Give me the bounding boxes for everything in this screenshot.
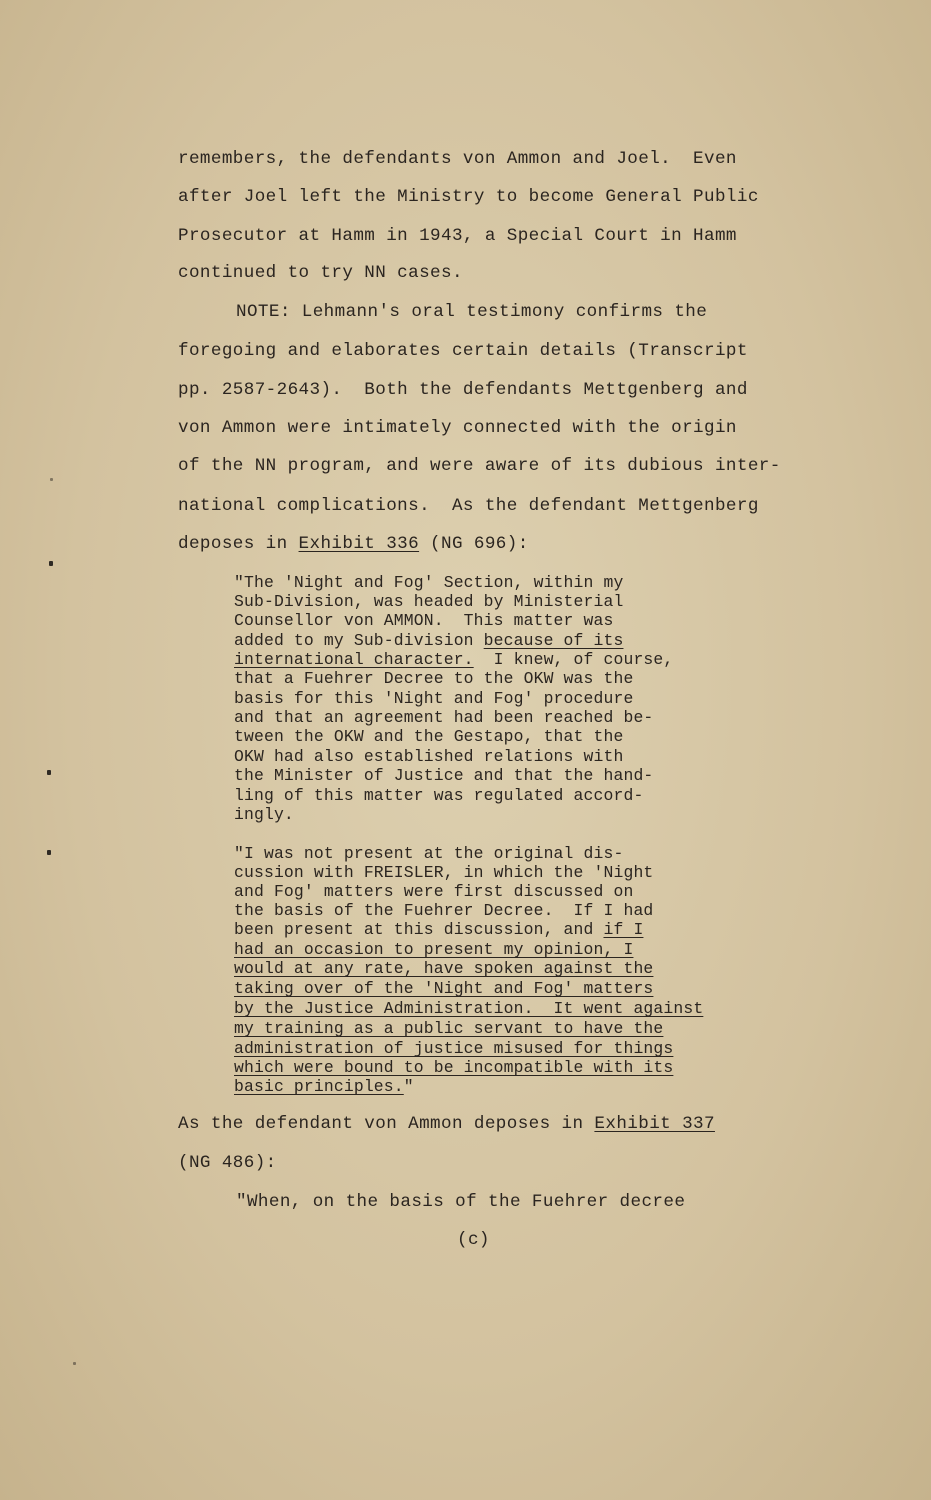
quote-line: basis for this 'Night and Fog' procedure — [234, 689, 634, 708]
quote-line — [234, 1077, 414, 1096]
quote-line: ling of this matter was regulated accord- — [234, 786, 644, 805]
body-line: NOTE: Lehmann's oral testimony confirms the — [236, 302, 708, 322]
quote-underlined-line: my training as a public servant to have the — [234, 1019, 664, 1038]
body-text: deposes in — [178, 534, 299, 554]
body-line: pp. 2587-2643). Both the defendants Mettgenberg and — [178, 380, 748, 400]
page-label: (c) — [457, 1230, 490, 1250]
body-text: As the defendant von Ammon deposes in — [178, 1114, 595, 1134]
quote-line: the basis of the Fuehrer Decree. If I had — [234, 901, 654, 920]
body-line: Prosecutor at Hamm in 1943, a Special Court in Hamm — [178, 226, 737, 246]
quote-line: "I was not present at the original dis- — [234, 844, 624, 863]
quote-text: added to my Sub-division — [234, 631, 484, 650]
quote-line: OKW had also established relations with — [234, 747, 624, 766]
quote-underlined-line: had an occasion to present my opinion, I — [234, 940, 634, 959]
quote-underlined-line: administration of justice misused for things — [234, 1039, 674, 1058]
quote-underlined: international character. — [234, 650, 474, 669]
quote-line: that a Fuehrer Decree to the OKW was the — [234, 669, 634, 688]
quote-text: been present at this discussion, and — [234, 920, 604, 939]
exhibit-reference: Exhibit 336 — [298, 534, 420, 554]
body-line: von Ammon were intimately connected with the origin — [178, 418, 737, 438]
margin-mark — [47, 770, 51, 775]
quote-underlined-line: taking over of the 'Night and Fog' matters — [234, 979, 654, 998]
quote-line: "The 'Night and Fog' Section, within my — [234, 573, 624, 592]
body-text: (NG 696): — [419, 534, 529, 554]
quote-line — [234, 650, 673, 669]
body-line: continued to try NN cases. — [178, 263, 463, 283]
quote-underlined-line: would at any rate, have spoken against the — [234, 959, 654, 978]
quote-line: and that an agreement had been reached be- — [234, 708, 654, 727]
margin-mark — [47, 850, 51, 855]
margin-mark — [73, 1362, 76, 1365]
quote-text: I knew, of course, — [473, 650, 674, 669]
quote-line: cussion with FREISLER, in which the 'Night — [234, 863, 654, 882]
body-line: remembers, the defendants von Ammon and Joel. Even — [178, 149, 737, 169]
body-line: of the NN program, and were aware of its dubious inter- — [178, 456, 781, 476]
body-line: foregoing and elaborates certain details (Transcript — [178, 341, 748, 361]
body-line — [178, 1114, 715, 1134]
body-line: (NG 486): — [178, 1153, 277, 1173]
quote-line — [234, 920, 643, 939]
quote-line: Sub-Division, was headed by Ministerial — [234, 592, 624, 611]
quote-underlined: because of its — [483, 631, 624, 650]
margin-mark — [50, 478, 53, 481]
quote-line: and Fog' matters were first discussed on — [234, 882, 634, 901]
quote-text: " — [403, 1077, 414, 1096]
quote-underlined-line: by the Justice Administration. It went against — [234, 999, 704, 1018]
quote-line: "When, on the basis of the Fuehrer decree — [236, 1192, 686, 1212]
margin-mark — [49, 561, 53, 566]
exhibit-reference: Exhibit 337 — [594, 1114, 715, 1134]
quote-underlined: if I — [603, 920, 644, 939]
body-line: national complications. As the defendant Mettgenberg — [178, 496, 759, 516]
quote-line: Counsellor von AMMON. This matter was — [234, 611, 614, 630]
quote-line: ingly. — [234, 805, 294, 824]
quote-underlined: basic principles. — [234, 1077, 404, 1096]
quote-line: tween the OKW and the Gestapo, that the — [234, 727, 624, 746]
quote-line: the Minister of Justice and that the hand- — [234, 766, 654, 785]
quote-underlined-line: which were bound to be incompatible with its — [234, 1058, 674, 1077]
quote-line — [234, 631, 623, 650]
body-line: after Joel left the Ministry to become General Public — [178, 187, 759, 207]
body-line — [178, 534, 529, 554]
